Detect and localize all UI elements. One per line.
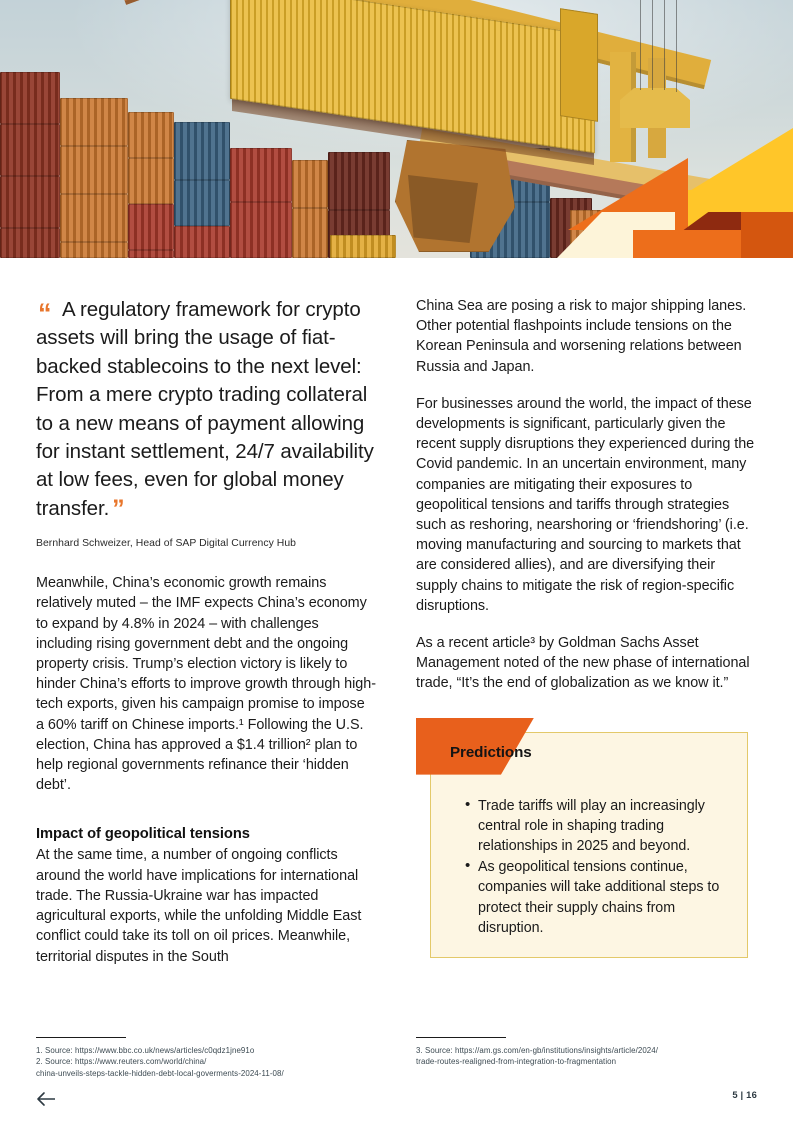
left-column [36, 296, 376, 967]
prediction-item: • As geopolitical tensions continue, companies will take additional steps to protect their supply chains from disruption. [465, 857, 731, 939]
footnote-line: china-unveils-steps-tackle-hidden-debt-local-goverments-2024-11-08/ [36, 1068, 284, 1078]
right-column [416, 296, 756, 937]
pull-quote: “ A regulatory framework for crypto assets will bring the usage of fiat-backed stablecoins to the next level: From a mere crypto trading collateral to a new means of payment allowing for instant settlement, 24/7 availability at low fees, even for global money transfer. ” Bernhard Schweizer, Head of SAP Digital Currency Hub [36, 296, 376, 551]
spacer [36, 812, 376, 824]
crane-cable [640, 0, 641, 90]
footnote-line: 2. Source: https://www.reuters.com/world/china/ [36, 1057, 207, 1067]
section-subheading: Impact of geopolitical tensions [36, 826, 250, 843]
footnote-line: trade-routes-realigned-from-integration-to-fragmentation [416, 1057, 617, 1067]
prediction-item: • Trade tariffs will play an increasingly central role in shaping trading relationships in 2025 and beyond. [465, 796, 731, 857]
crane-spreader [620, 88, 690, 128]
left-paragraph-1: Meanwhile, China’s economic growth remains relatively muted – the IMF expects China’s economy to expand by 4.8% in 2024 – with challenges including rising government debt and the ongoing property crisis. Trump’s election victory is likely to hinder China’s efforts to improve growth through high-tech exports, given his campaign promise to impose a 60% tariff on Chinese imports.¹ Following the U.S. election, China has approved a $1.4 trillion² plan to help regional governments refinance their ‘hidden debt’. [36, 575, 376, 794]
predictions-title: Predictions [450, 743, 532, 761]
crane-grabber-detail [408, 175, 478, 243]
quote-body: A regulatory framework for crypto assets will bring the usage of fiat-backed stablecoins to the next level: From a mere crypto trading collateral to a new means of payment allowing for instant settlement, 24/7 availability at low fees, even for global money transfer. [36, 298, 374, 520]
hoisted-container-end [560, 8, 598, 122]
quote-close-icon: ” [112, 494, 124, 523]
right-paragraph-2: For businesses around the world, the impact of these developments is significant, particularly given the recent supply disruptions they experienced during the Covid pandemic. In an uncertain environment, many companies are mitigating their exposures to geopolitical tensions and tariffs through strategies such as reshoring, nearshoring or ‘friendshoring’ (i.e. moving manufacturing and sourcing to markets that are considered allies), and are diversifying their supply chains to mitigate the risk of region-specific disruptions. [416, 395, 755, 614]
crane-cable [652, 0, 653, 90]
bottom-bar [0, 1085, 793, 1122]
crane-cable [664, 0, 665, 90]
left-paragraph-2: At the same time, a number of ongoing conflicts around the world have implications for international trade. The Russia-Ukraine war has impacted agricultural exports, while the unfolding Middle East conflict could take its toll on oil prices. Meanwhile, territorial disputes in the South [36, 847, 362, 965]
footnotes-right [416, 1037, 756, 1068]
quote-attribution: Bernhard Schweizer, Head of SAP Digital Currency Hub [36, 538, 296, 550]
hero-image [0, 0, 793, 258]
footnote-line: 3. Source: https://am.gs.com/en-gb/institutions/insights/article/2024/ [416, 1046, 658, 1055]
spacer [36, 551, 376, 573]
back-arrow-icon[interactable] [36, 1090, 58, 1108]
footnotes-left [36, 1037, 376, 1079]
right-paragraph-1: China Sea are posing a risk to major shipping lanes. Other potential flashpoints include tensions on the Korean Peninsula and worsening relations between Russia and Japan. [416, 298, 747, 375]
right-paragraph-3: As a recent article³ by Goldman Sachs Asset Management noted of the new phase of international trade, “It’s the end of globalization as we know it.” [416, 635, 750, 692]
page-indicator: 5 | 16 [732, 1089, 757, 1100]
crane-cable [676, 0, 677, 92]
footnote-rule [36, 1037, 126, 1038]
quote-text [36, 296, 376, 523]
footnote-line: 1. Source: https://www.bbc.co.uk/news/articles/c0qdz1jne91o [36, 1046, 255, 1055]
footnote-rule [416, 1037, 506, 1038]
